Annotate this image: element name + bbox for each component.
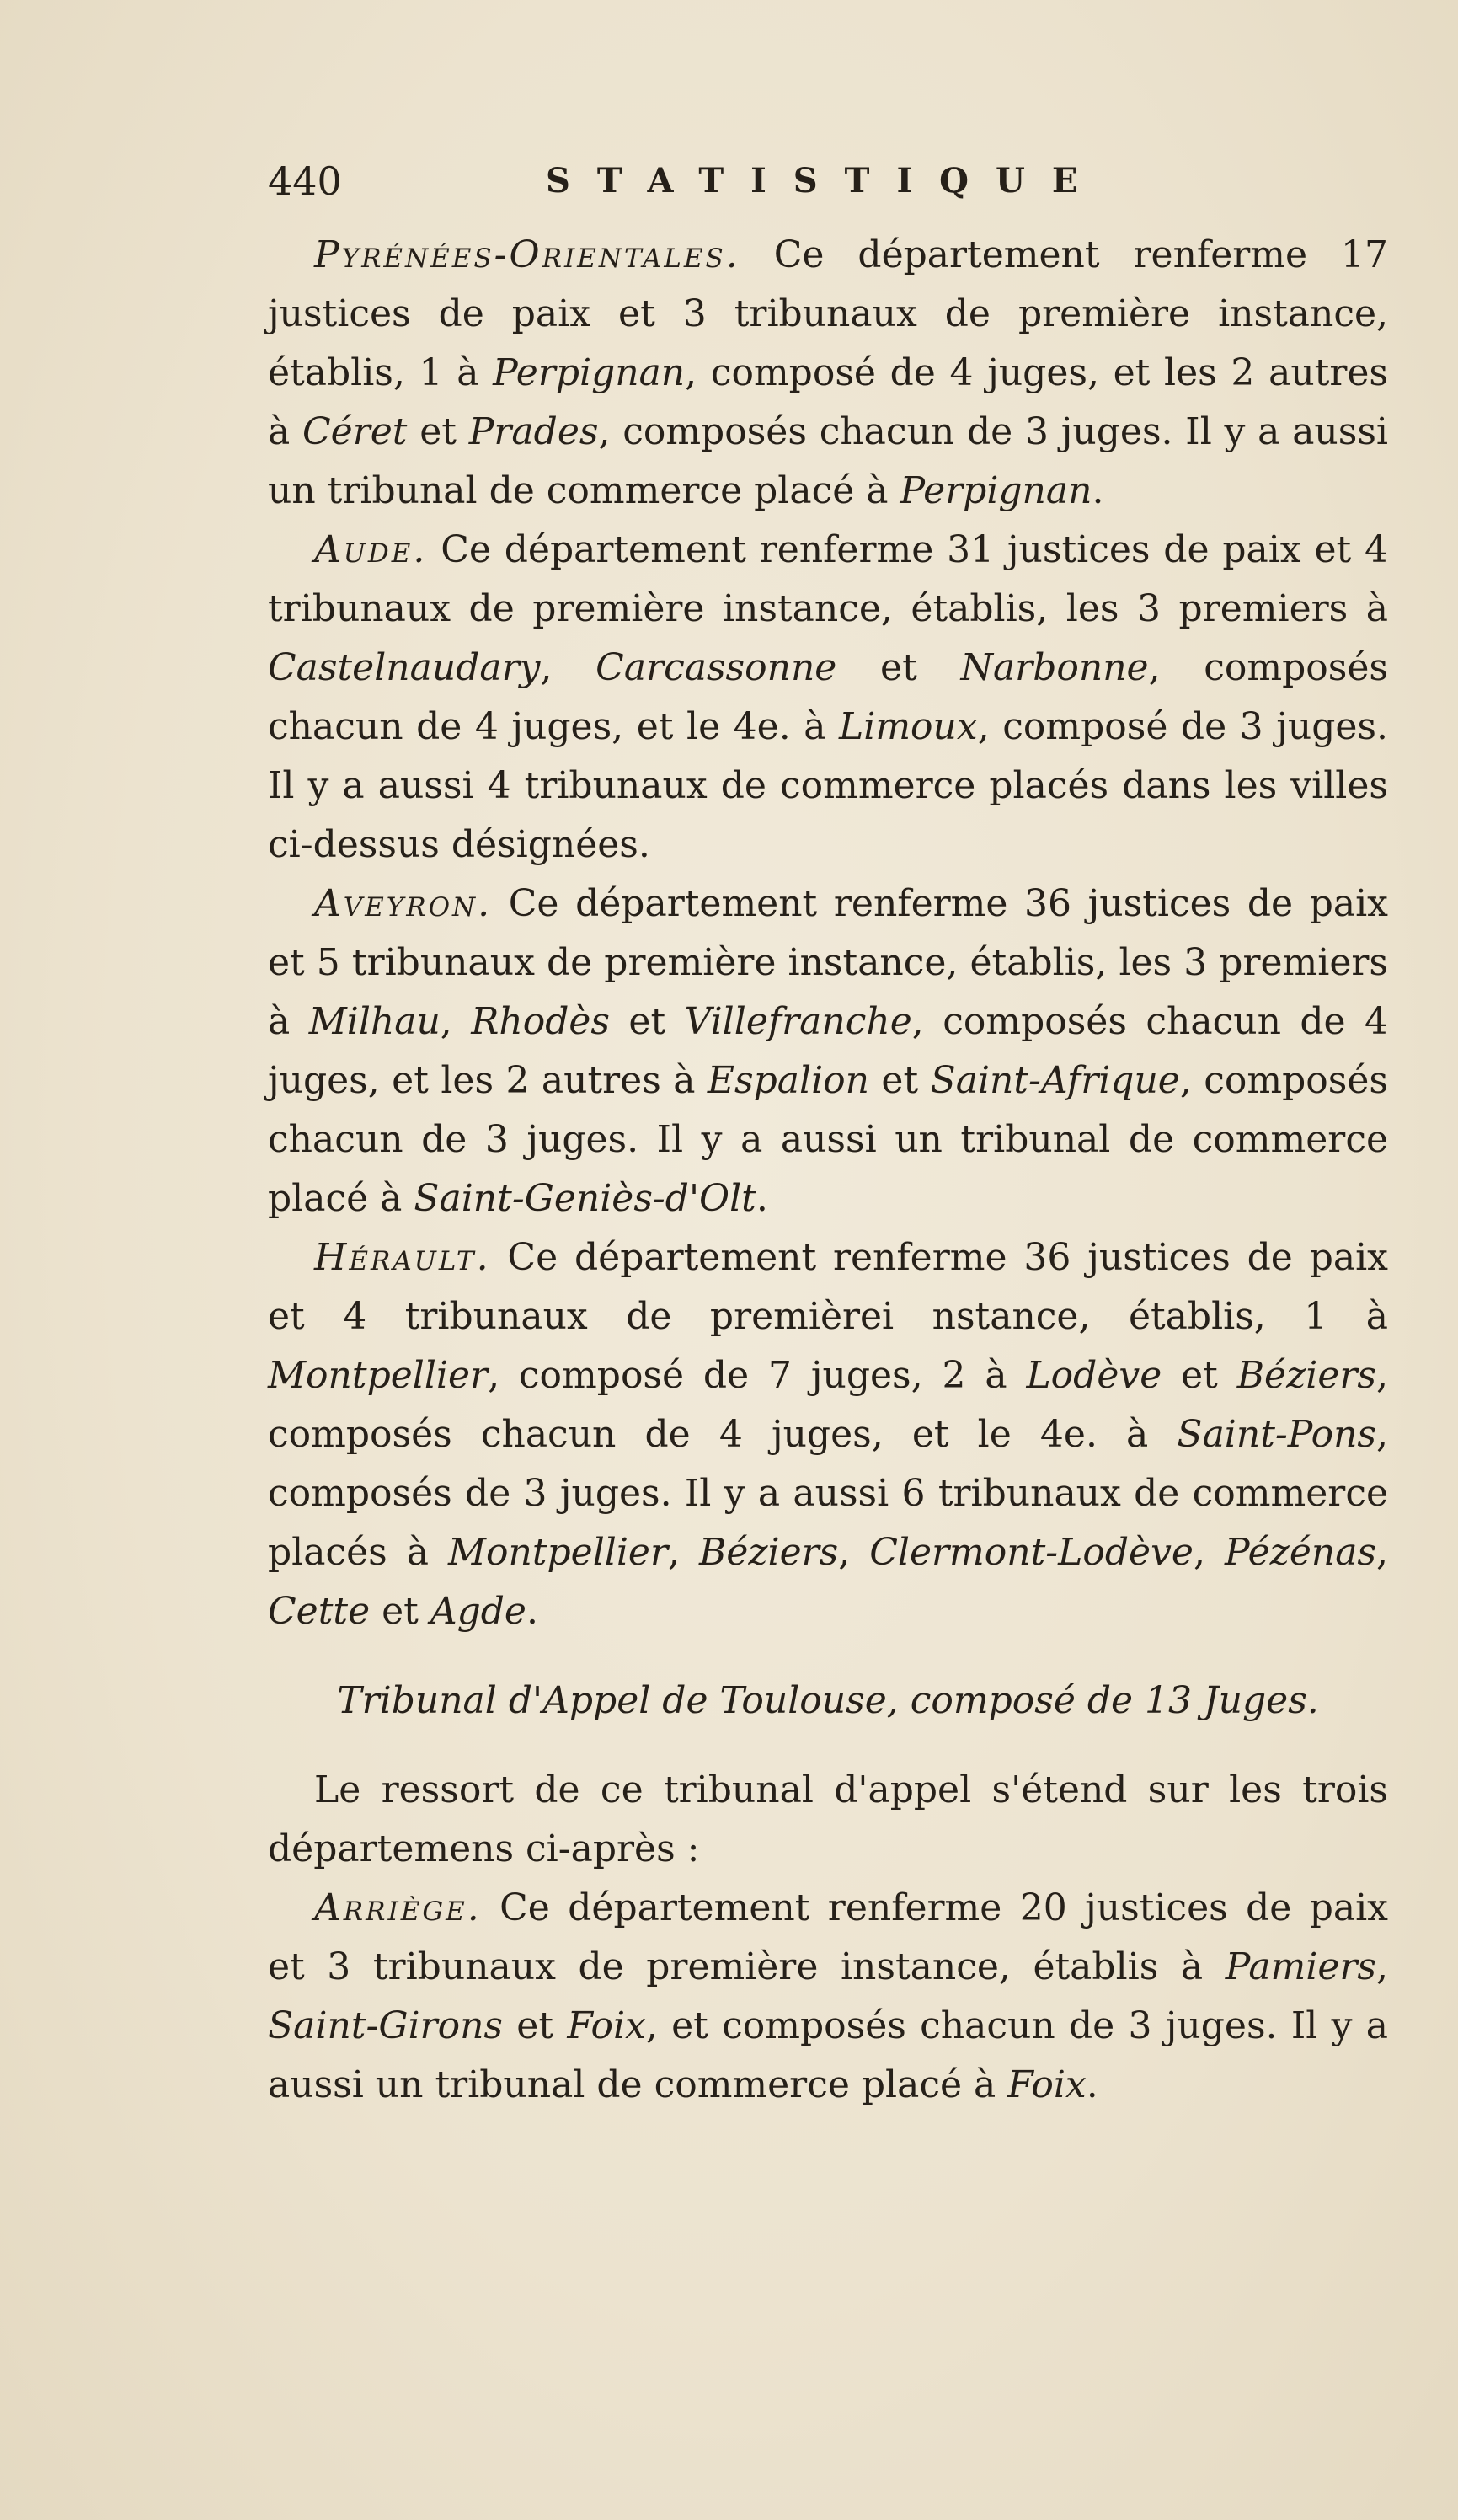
text-run: et	[1162, 1354, 1237, 1397]
place-name: Saint-Pons	[1177, 1413, 1376, 1456]
department-name: Aude.	[314, 528, 428, 571]
text-run: Ce département renferme 31 justices de paix et 4 tribunaux de première instance, établis, les 3 premiers à	[268, 528, 1388, 630]
paragraph-arriege	[268, 1879, 1388, 2115]
place-name: Béziers	[698, 1531, 839, 1574]
text-run: , composés chacun de 4 juges, et les 2 autres à	[268, 1000, 1388, 1102]
place-name: Montpellier	[268, 1354, 489, 1397]
text-run: .	[756, 1177, 768, 1220]
text-run: , composé de 4 juges, et les 2 autres à	[268, 351, 1389, 453]
body-text	[268, 226, 1388, 2115]
section-heading: Tribunal d'Appel de Toulouse, composé de 13 Juges.	[337, 1679, 1319, 1722]
place-name: Limoux	[839, 705, 978, 748]
text-run: ,	[668, 1531, 699, 1574]
text-run: , composé de 3 juges. Il y a aussi 4 tribunaux de commerce placés dans les villes ci-dessus désignées.	[268, 705, 1388, 866]
text-run: et	[836, 646, 961, 689]
text-run: .	[1092, 469, 1104, 512]
text-run: Ce département renferme 17 justices de paix et 3 tribunaux de première instance, établis, 1 à	[268, 233, 1388, 394]
paragraph-aude	[268, 521, 1388, 875]
text-run: , composés chacun de 3 juges. Il y a aussi un tribunal de commerce placé à	[268, 410, 1388, 512]
text-run: Ce département renferme 20 justices de paix et 3 tribunaux de première instance, établis à	[268, 1886, 1388, 1988]
place-name: Villefranche	[684, 1000, 912, 1043]
text-run: ,	[1193, 1531, 1225, 1574]
place-name: Céret	[302, 410, 408, 453]
text-run: , et composés chacun de 3 juges. Il y a aussi un tribunal de commerce placé à	[268, 2004, 1388, 2106]
running-title: STATISTIQUE	[546, 161, 1105, 201]
department-name: Aveyron.	[314, 882, 493, 925]
text-run: et	[370, 1590, 430, 1633]
place-name: Prades	[468, 410, 599, 453]
text-run: , composés chacun de 4 juges, et le 4e. à	[268, 646, 1388, 748]
text-run: , composés de 3 juges. Il y a aussi 6 tribunaux de commerce placés à	[268, 1413, 1388, 1574]
text-run: ,	[440, 1000, 472, 1043]
page-header	[268, 152, 1388, 211]
paragraph-aveyron	[268, 875, 1388, 1228]
text-run: , composé de 7 juges, 2 à	[488, 1354, 1027, 1397]
text-run: et	[503, 2004, 568, 2047]
text-run: ,	[1376, 1945, 1388, 1988]
place-name: Montpellier	[447, 1531, 668, 1574]
page-number: 440	[268, 158, 342, 204]
text-run: et	[868, 1059, 931, 1102]
place-name: Cette	[268, 1590, 371, 1633]
text-run: et	[407, 410, 469, 453]
place-name: Saint-Girons	[268, 2004, 503, 2047]
place-name: Clermont-Lodève	[869, 1531, 1194, 1574]
place-name: Foix	[1007, 2063, 1087, 2106]
text-run: .	[526, 1590, 538, 1633]
place-name: Béziers	[1236, 1354, 1376, 1397]
department-name: Hérault.	[314, 1236, 491, 1279]
text-run: et	[609, 1000, 685, 1043]
place-name: Carcassonne	[595, 646, 837, 689]
spacer	[268, 1641, 1388, 1672]
text-run: ,	[540, 646, 596, 689]
place-name: Castelnaudary	[268, 646, 541, 689]
place-name: Foix	[567, 2004, 646, 2047]
department-name: Pyrénées-Orientales.	[314, 233, 740, 276]
paragraph-herault	[268, 1228, 1388, 1641]
place-name: Perpignan	[900, 469, 1092, 512]
place-name: Espalion	[707, 1059, 869, 1102]
place-name: Lodève	[1026, 1354, 1162, 1397]
text-run: , composés chacun de 3 juges. Il y a aussi un tribunal de commerce placé à	[268, 1059, 1388, 1220]
paragraph-pyrenees-orientales	[268, 226, 1388, 521]
place-name: Agde	[430, 1590, 526, 1633]
place-name: Pézénas	[1224, 1531, 1377, 1574]
text-run: Ce département renferme 36 justices de paix et 4 tribunaux de premièrei nstance, établis, 1 à	[268, 1236, 1388, 1338]
text-run: .	[1086, 2063, 1098, 2106]
place-name: Pamiers	[1225, 1945, 1376, 1988]
place-name: Rhodès	[471, 1000, 610, 1043]
text-run: , composés chacun de 4 juges, et le 4e. à	[268, 1354, 1388, 1456]
text-run: ,	[1376, 1531, 1389, 1574]
place-name: Perpignan	[493, 351, 686, 394]
spacer	[268, 1731, 1388, 1761]
place-name: Milhau	[308, 1000, 441, 1043]
place-name: Narbonne	[960, 646, 1149, 689]
place-name: Saint-Geniès-d'Olt	[414, 1177, 756, 1220]
place-name: Saint-Afrique	[930, 1059, 1180, 1102]
text-run: Ce département renferme 36 justices de paix et 5 tribunaux de première instance, établis, les 3 premiers à	[268, 882, 1388, 1043]
paragraph-ressort: Le ressort de ce tribunal d'appel s'étend sur les trois départemens ci-après :	[268, 1768, 1388, 1870]
text-run: ,	[838, 1531, 870, 1574]
department-name: Arriège.	[314, 1886, 482, 1929]
